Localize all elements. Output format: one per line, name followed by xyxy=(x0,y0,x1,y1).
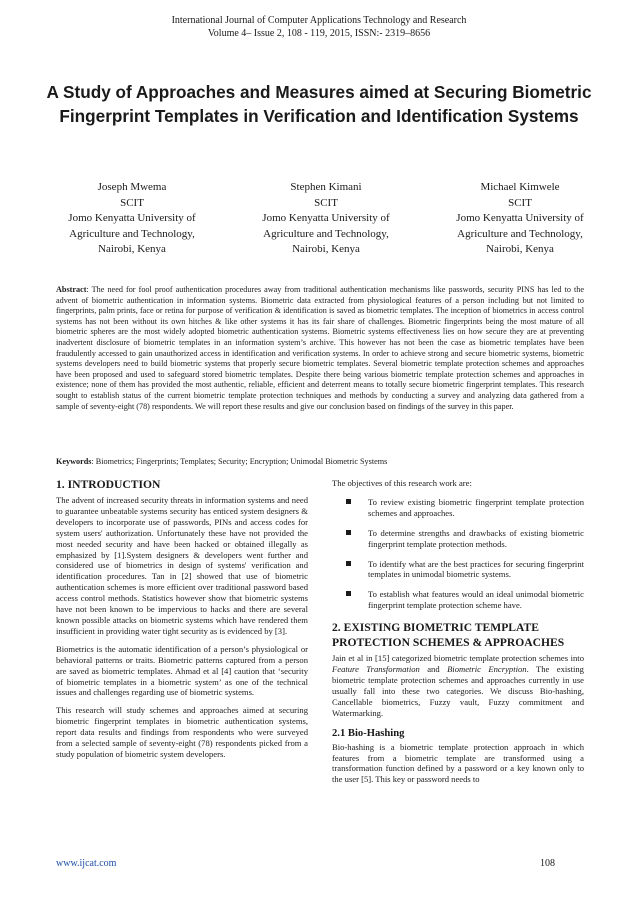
author-list xyxy=(52,180,600,258)
square-bullet-icon xyxy=(346,499,351,504)
subsection-heading-bio-hashing: 2.1 Bio-Hashing xyxy=(332,727,405,739)
journal-header xyxy=(0,14,638,40)
section-heading-existing-schemes: 2. EXISTING BIOMETRIC TEMPLATE PROTECTION SCHEMES & APPROACHES xyxy=(332,621,565,650)
section-heading-introduction: 1. INTRODUCTION xyxy=(56,478,161,491)
journal-volume: Volume 4– Issue 2, 108 - 119, 2015, ISSN:- 2319–8656 xyxy=(207,28,431,39)
left-column xyxy=(56,478,308,767)
author-name: Stephen Kimani xyxy=(290,181,362,193)
objectives-intro: The objectives of this research work are: xyxy=(332,478,472,488)
square-bullet-icon xyxy=(346,561,351,566)
list-item: To establish what features would an ideal unimodal biometric fingerprint template protection scheme have. xyxy=(332,589,584,611)
author-dept: SCIT xyxy=(120,196,144,209)
author-dept: SCIT xyxy=(314,196,338,209)
author-institution: Jomo Kenyatta University of Agriculture and Technology, xyxy=(456,212,584,240)
keywords-text: : Biometrics; Fingerprints; Templates; Security; Encryption; Unimodal Biometric Systems xyxy=(91,457,388,466)
list-item: To review existing biometric fingerprint template protection schemes and approaches. xyxy=(332,497,584,519)
author-location: Nairobi, Kenya xyxy=(486,243,554,255)
footer-link[interactable]: www.ijcat.com xyxy=(56,858,117,869)
author-institution: Jomo Kenyatta University of Agriculture and Technology, xyxy=(68,212,196,240)
author-dept: SCIT xyxy=(508,196,532,209)
bio-hashing-paragraph: Bio-hashing is a biometric template protection approach in which features from a biometric template are transformed using a transformation function defined by a password or a key known only to the user [5]. This key or password needs to xyxy=(332,741,584,785)
author-block xyxy=(52,180,212,258)
author-name: Michael Kimwele xyxy=(480,181,560,193)
keywords-label: Keywords xyxy=(56,457,92,466)
author-block xyxy=(246,180,406,258)
author-location: Nairobi, Kenya xyxy=(98,243,166,255)
abstract xyxy=(56,285,584,412)
page-number: 108 xyxy=(540,858,555,869)
author-name: Joseph Mwema xyxy=(97,181,167,193)
author-block xyxy=(440,180,600,258)
square-bullet-icon xyxy=(346,530,351,535)
list-item: To determine strengths and drawbacks of existing biometric fingerprint template protection methods. xyxy=(332,528,584,550)
intro-paragraph-2: Biometrics is the automatic identification of a person’s physiological or behavioral patterns or traits. Biometric patterns captured from a person are saved as biometric templates. Ahmad et al [4] caution that ‘security of biometric templates in a biometric system’ as one of the technical issues and challenges regarding use of biometric systems. xyxy=(56,643,308,698)
author-institution: Jomo Kenyatta University of Agriculture and Technology, xyxy=(262,212,390,240)
paper-title: A Study of Approaches and Measures aimed at Securing Biometric Fingerprint Templates in Verification and Identification Systems xyxy=(46,82,592,126)
keywords xyxy=(56,457,584,468)
intro-paragraph-3: This research will study schemes and approaches aimed at securing biometric fingerprint templates in biometric authentication systems, report data results and findings from respondents who were surveyed from a selected sample of seventy-eight (78) respondents picked from a study population of biometric system developers. xyxy=(56,705,308,759)
square-bullet-icon xyxy=(346,591,351,596)
author-location: Nairobi, Kenya xyxy=(292,243,360,255)
list-item: To identify what are the best practices for securing fingerprint templates in unimodal biometric systems. xyxy=(332,559,584,581)
objectives-list xyxy=(332,497,584,611)
abstract-label: Abstract xyxy=(56,285,87,294)
abstract-text: : The need for fool proof authentication procedures away from traditional authentication mechanisms like passwords, security PINS has led to the advent of biometric authentication in information systems. Biometric data extracted from physiological features of a person including but not limited to fingerprints, palm prints, face or retina for purpose of verification & identification is saved as biometric templates. The inception of biometrics in access control systems has not been without its own hitches & like other systems it has its fair share of challenges. Biometric fingerprints being the most mature of all biometric spheres are the most widely adopted biometric authentication systems. Biometric systems effectiveness lies on how secure they are at preventing inadvertent disclosure of biometric templates in an information system’s archive. This however has not been the case as biometric templates have been fraudulently accessed to gain unauthorized access in identification and verification systems. In order to achieve strong and secure biometric systems, biometric systems developers need to build biometric systems that properly secure biometric templates. Several biometric template protection schemes and approaches have been proposed and used to safeguard stored biometric templates. Despite there being various biometric template protection schemes and approaches in existence; none of them has provided the most authentic, reliable, efficient and deterrent means to totally secure biometric fingerprint templates. This research sought to establish status of the current biometric template protection techniques and methods by conducting a survey and analyzing data gathered from a sample of seventy-eight (78) respondents. We will report these results and give our conclusion based on findings of the survey in this paper. xyxy=(56,285,584,411)
right-column xyxy=(332,478,584,792)
intro-paragraph-1: The advent of increased security threats in information systems and need to guarantee unbeatable systems security has enticed system designers & developers to incorporate use of passwords, PINs and access codes for system users' authorization. Unfortunately these have not provided the most needed security and have been hacked or obtained illegally as emphasized by [1].System designers & developers went further and considered use of biometrics in design of systems' verification and identification procedures. Tan in [2] showed that use of biometric authentication schemes is more efficient over traditional password based access control methods. Statistics however show that biometric systems have not been known to be impervious to hacks and there are several known possible attacks on biometric systems which have rendered them insufficient in providing water tight security as is evidenced by [3]. xyxy=(56,495,308,636)
journal-name: International Journal of Computer Applications Technology and Research xyxy=(171,15,467,26)
schemes-paragraph: Jain et al in [15] categorized biometric template protection schemes into Feature Transformation and Biometric Encryption. The existing biometric template protection schemes and approaches currently in use usually fall into these two categories. We discuss Bio-hashing, Cancellable biometrics, Fuzzy vault, Fuzzy commitment and Watermarking. xyxy=(332,653,584,718)
